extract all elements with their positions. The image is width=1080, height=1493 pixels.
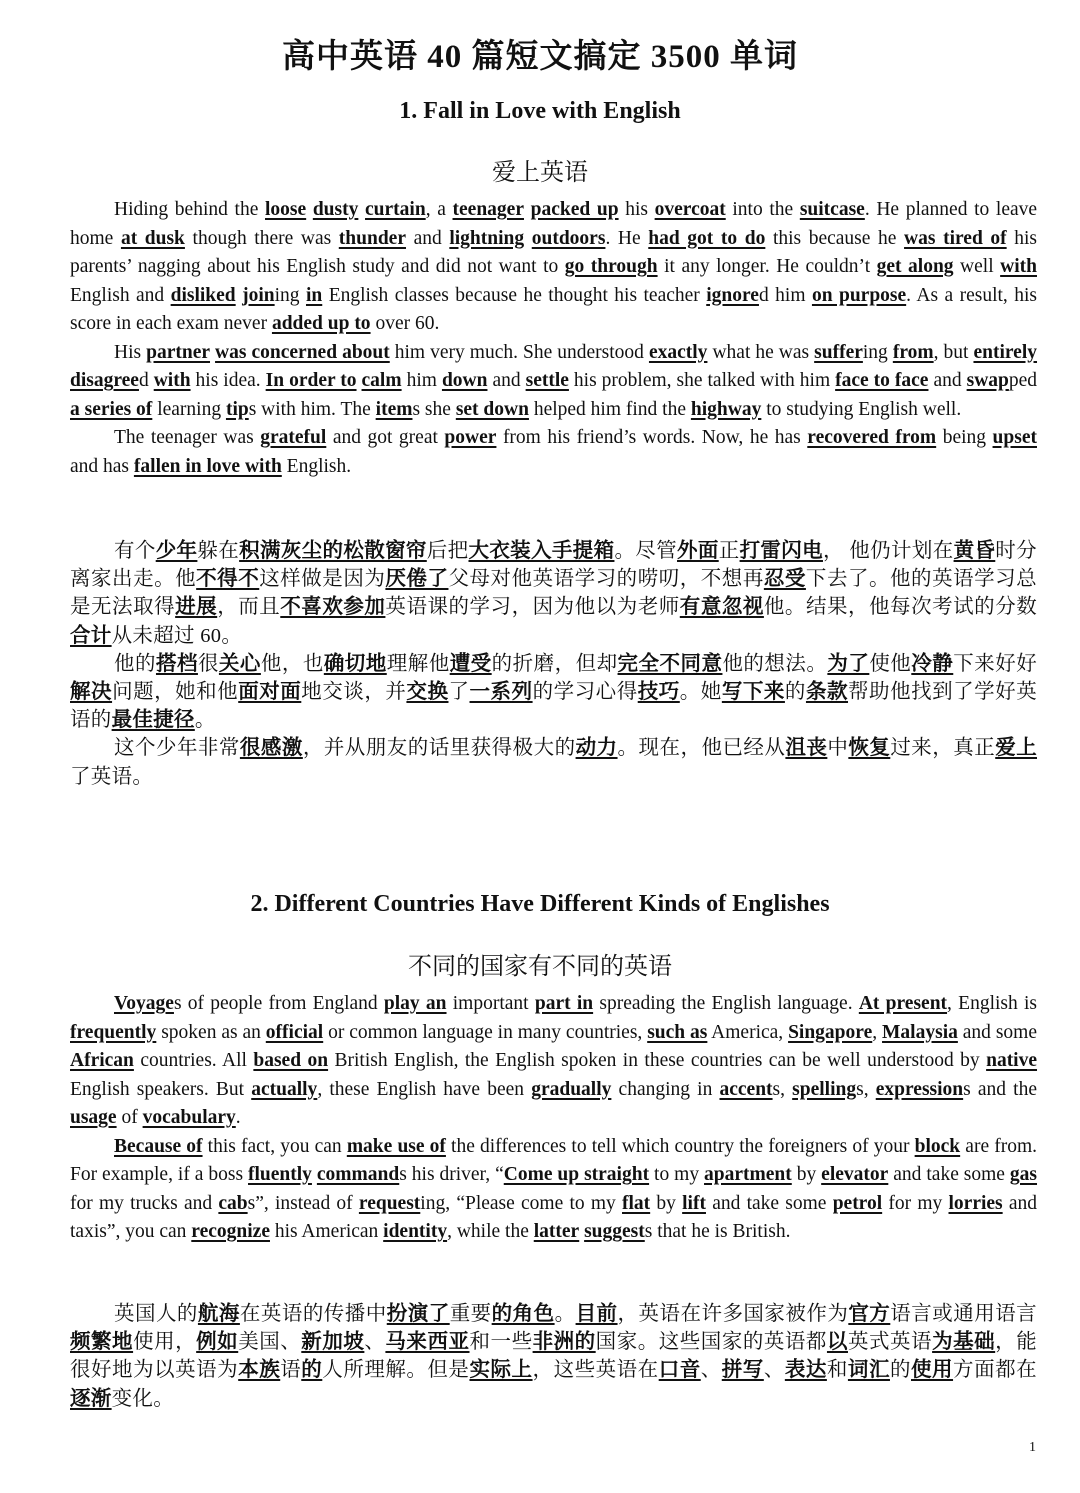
text-run: 使用，: [133, 1331, 197, 1354]
underlined-term: 目前: [575, 1303, 618, 1325]
text-run: 了英语。: [70, 765, 154, 788]
underlined-term: 逐渐: [70, 1387, 112, 1410]
text-run: his: [618, 199, 655, 220]
underlined-term: face to face: [835, 370, 929, 391]
paragraph: [70, 1300, 1037, 1413]
underlined-term: was concerned about: [215, 341, 390, 363]
text-run: 问题，她和他: [112, 681, 239, 704]
text-run: 和: [826, 1359, 848, 1382]
underlined-term: loose: [265, 199, 307, 220]
text-run: 重要: [449, 1303, 492, 1325]
text-run: important: [446, 993, 535, 1014]
underlined-term: 为了: [827, 652, 870, 675]
text-run: His: [114, 341, 147, 363]
text-run: , while the: [447, 1221, 534, 1242]
text-run: this fact, you can: [202, 1135, 347, 1157]
underlined-term: 新加坡: [301, 1331, 365, 1354]
underlined-term: 最佳捷径: [111, 709, 195, 732]
underlined-term: tip: [225, 398, 249, 420]
text-run: ，而且: [217, 596, 281, 619]
underlined-term: Because of: [114, 1135, 203, 1157]
underlined-term: 一系列: [469, 681, 533, 704]
underlined-term: 很感激: [239, 737, 303, 760]
text-run: 这个少年非常: [114, 737, 240, 760]
underlined-term: disagree: [70, 370, 139, 391]
underlined-term: grateful: [260, 427, 327, 448]
text-run: 这样做是因为: [259, 568, 386, 591]
text-run: 帮助他找到了学好英语的: [70, 681, 1038, 732]
text-run: 英国人的: [114, 1303, 198, 1325]
underlined-term: 的: [301, 1359, 323, 1382]
underlined-term: item: [375, 398, 413, 420]
text-run: into the: [725, 199, 800, 220]
text-run: English.: [281, 455, 352, 477]
text-run: s”, instead of: [247, 1192, 359, 1214]
underlined-term: overcoat: [654, 199, 726, 220]
text-run: The teenager was: [114, 427, 261, 448]
paragraph: [70, 537, 1037, 650]
underlined-term: outdoors: [531, 227, 606, 249]
underlined-term: 厌倦了: [385, 568, 449, 591]
text-run: 躲在: [197, 540, 240, 562]
underlined-term: 确切地: [323, 652, 387, 675]
text-run: what he was: [707, 341, 815, 363]
paragraph: [70, 650, 1037, 735]
text-run: 了: [448, 681, 470, 704]
text-run: the differences to tell which country the foreigners of your: [445, 1135, 915, 1157]
underlined-term: calm: [361, 370, 402, 391]
underlined-term: In order to: [265, 370, 357, 391]
underlined-term: 使用: [911, 1359, 954, 1382]
text-run: 理解他: [386, 652, 450, 675]
underlined-term: frequently: [70, 1021, 157, 1043]
underlined-term: official: [265, 1021, 324, 1043]
underlined-term: 外面: [677, 540, 719, 562]
underlined-term: Come up straight: [503, 1164, 650, 1185]
text-run: and: [928, 370, 967, 391]
underlined-term: added up to: [271, 313, 371, 334]
text-run: his parents’ nagging about his English study and did not want to: [70, 227, 1037, 277]
text-run: ing, “Please come to my: [420, 1192, 623, 1214]
underlined-term: Voyage: [114, 993, 174, 1014]
text-run: s,: [856, 1078, 876, 1100]
underlined-term: 忍受: [763, 568, 806, 591]
underlined-term: 动力: [575, 737, 618, 760]
underlined-term: 条款: [805, 681, 849, 704]
text-run: ，这些英语在: [532, 1359, 659, 1382]
underlined-term: 航海: [197, 1303, 240, 1325]
text-run: learning: [152, 398, 226, 420]
text-run: s with him. The: [248, 398, 376, 420]
text-run: for my trucks and: [70, 1192, 219, 1214]
text-run: 他，也: [260, 652, 324, 675]
text-run: and take some: [705, 1192, 833, 1214]
underlined-term: 黄昏: [953, 540, 996, 562]
underlined-term: 不得不: [196, 568, 260, 591]
text-run: 和一些: [469, 1331, 533, 1354]
document-title: 高中英语 40 篇短文搞定 3500 单词: [282, 39, 798, 75]
text-run: 使他: [869, 652, 912, 675]
underlined-term: Singapore: [788, 1021, 873, 1043]
text-run: s,: [772, 1078, 793, 1100]
underlined-term: apartment: [704, 1164, 792, 1185]
text-run: 很: [197, 652, 219, 675]
underlined-term: 打雷闪电: [739, 540, 823, 562]
underlined-term: go through: [564, 256, 658, 277]
underlined-term: in: [305, 284, 323, 306]
text-run: 英语课的学习，因为他以为老师: [385, 596, 680, 619]
underlined-term: curtain: [365, 199, 426, 220]
underlined-term: block: [914, 1135, 961, 1157]
underlined-term: 口音: [658, 1359, 701, 1382]
paragraph: [70, 196, 1037, 339]
underlined-term: such as: [647, 1021, 708, 1043]
text-run: 正: [718, 540, 740, 562]
underlined-term: command: [316, 1164, 400, 1185]
underlined-term: 进展: [175, 596, 218, 619]
underlined-term: 积满灰尘的松散窗帘: [239, 540, 427, 562]
text-run: to my: [649, 1164, 705, 1185]
text-run: 、: [364, 1331, 386, 1354]
text-run: s and the: [963, 1078, 1038, 1100]
underlined-term: get along: [876, 256, 954, 277]
underlined-term: gradually: [531, 1078, 612, 1100]
text-run: 的: [784, 681, 806, 704]
text-run: this because he: [765, 227, 905, 249]
underlined-term: settle: [525, 370, 569, 391]
text-run: 地交谈，并: [301, 681, 407, 704]
text-run: and some: [957, 1021, 1037, 1043]
underlined-term: expression: [875, 1078, 964, 1100]
text-run: 。她: [679, 681, 722, 704]
text-run: by: [650, 1192, 683, 1214]
text-run: [524, 228, 532, 249]
text-run: 、: [763, 1359, 785, 1382]
underlined-term: 搭档: [155, 652, 198, 675]
text-run: 他。结果，他每次考试的分数: [763, 596, 1038, 619]
text-run: 。: [194, 709, 216, 732]
text-run: 他的想法。: [722, 652, 828, 675]
underlined-term: 本族: [238, 1359, 281, 1382]
text-run: . He planned to leave home: [70, 199, 1038, 249]
paragraph: [70, 734, 1037, 790]
underlined-term: 表达: [784, 1359, 827, 1382]
paragraph: [70, 990, 1037, 1133]
text-run: being: [936, 427, 993, 448]
paragraph: [70, 1133, 1037, 1247]
underlined-term: 扮演了: [386, 1303, 450, 1325]
text-run: and has: [70, 455, 134, 477]
underlined-term: usage: [70, 1107, 117, 1128]
underlined-term: entirely: [973, 341, 1038, 363]
underlined-term: make use of: [346, 1135, 446, 1157]
text-run: 父母对他英语学习的唠叨，不想再: [448, 568, 764, 591]
text-run: are from. For example, if a boss: [70, 1135, 1038, 1185]
underlined-term: fluently: [248, 1164, 312, 1185]
underlined-term: suggest: [584, 1221, 645, 1242]
text-run: of: [116, 1107, 143, 1128]
text-run: 人所理解。但是: [322, 1359, 470, 1382]
text-run: helped him find the: [528, 398, 691, 420]
underlined-term: 的角色: [491, 1303, 555, 1325]
text-run: spoken as an: [156, 1021, 266, 1043]
text-run: well: [953, 256, 1001, 277]
underlined-term: Malaysia: [882, 1021, 958, 1043]
underlined-term: had got to do: [648, 227, 766, 249]
text-run: and taxis”, you can: [70, 1192, 1038, 1242]
underlined-term: spelling: [792, 1078, 857, 1100]
text-run: ，能很好地为以英语为: [70, 1331, 1037, 1382]
text-run: English speakers. But: [70, 1078, 252, 1100]
text-run: [524, 199, 531, 220]
text-run: 。尽管: [614, 540, 678, 562]
text-run: ing: [274, 284, 306, 306]
text-run: ing: [862, 341, 893, 363]
underlined-term: 非洲的: [532, 1331, 596, 1354]
text-run: . As a result, his score in each exam never: [70, 284, 1037, 334]
underlined-term: gas: [1009, 1164, 1038, 1185]
underlined-term: with: [153, 370, 191, 391]
text-run: 语言或通用语言: [890, 1303, 1037, 1325]
text-run: [306, 199, 313, 220]
text-run: British English, the English spoken in these countries can be well understood by: [328, 1050, 987, 1071]
text-run: his idea.: [190, 370, 266, 391]
text-run: countries. All: [133, 1050, 254, 1071]
text-run: 的: [889, 1359, 911, 1382]
section-2-english-text: [70, 990, 1037, 1247]
underlined-term: play an: [383, 993, 447, 1014]
text-run: over 60.: [370, 313, 440, 334]
underlined-term: 词汇: [847, 1359, 890, 1382]
text-run: him very much. She understood: [389, 341, 649, 363]
underlined-term: 面对面: [238, 681, 302, 704]
underlined-term: elevator: [821, 1164, 889, 1185]
underlined-term: on purpose: [811, 284, 907, 306]
text-run: 方面都在: [953, 1359, 1037, 1382]
underlined-term: petrol: [832, 1192, 883, 1214]
underlined-term: 完全不同意: [617, 652, 723, 675]
underlined-term: based on: [253, 1050, 329, 1071]
section-2-title: 2. Different Countries Have Different Kinds of Englishes: [250, 891, 830, 917]
underlined-term: 官方: [848, 1303, 891, 1325]
underlined-term: ignore: [706, 284, 759, 306]
text-run: 语: [280, 1359, 302, 1382]
underlined-term: 恢复: [848, 737, 891, 760]
text-run: 的折磨，但却: [491, 652, 618, 675]
underlined-term: identity: [383, 1221, 448, 1242]
text-run: 后把: [426, 540, 469, 562]
text-run: it any longer. He couldn’t: [657, 256, 877, 277]
text-run: 英式英语: [847, 1331, 933, 1354]
text-run: 从未超过 60。: [111, 624, 243, 647]
underlined-term: native: [986, 1050, 1038, 1071]
section-2-title-zh: 不同的国家有不同的英语: [408, 954, 672, 980]
underlined-term: lift: [682, 1192, 706, 1214]
text-run: and: [487, 370, 526, 391]
underlined-term: cab: [218, 1192, 248, 1214]
underlined-term: with: [1000, 256, 1037, 277]
text-run: 的学习心得: [532, 681, 638, 704]
text-run: by: [791, 1164, 822, 1185]
text-run: 。: [554, 1303, 576, 1325]
paragraph: [70, 339, 1037, 425]
text-run: English classes because he thought his teacher: [322, 284, 707, 306]
text-run: for my: [882, 1192, 949, 1214]
underlined-term: part in: [534, 993, 594, 1014]
underlined-term: was tired of: [904, 227, 1007, 249]
underlined-term: 马来西亚: [385, 1331, 470, 1354]
text-run: Hiding behind the: [114, 199, 265, 220]
text-run: and: [405, 227, 450, 249]
text-run: 。现在，他已经从: [617, 737, 786, 760]
text-run: 下去了。他的英语学习总是无法取得: [70, 568, 1037, 619]
underlined-term: 关心: [218, 652, 261, 675]
text-run: s his driver, “: [399, 1164, 504, 1185]
text-run: 美国、: [238, 1331, 302, 1354]
text-run: or common language in many countries,: [323, 1021, 648, 1043]
underlined-term: from: [892, 341, 934, 363]
section-1-english-text: [70, 196, 1037, 481]
underlined-term: 为基础: [932, 1331, 996, 1354]
text-run: 国家。这些国家的英语都: [595, 1331, 827, 1354]
underlined-term: 解决: [70, 681, 113, 704]
text-run: 在英语的传播中: [239, 1303, 387, 1325]
underlined-term: join: [242, 284, 275, 306]
underlined-term: 例如: [196, 1331, 239, 1354]
underlined-term: latter: [533, 1221, 580, 1242]
underlined-term: set down: [455, 398, 529, 420]
underlined-term: upset: [992, 427, 1037, 448]
text-run: s that he is British.: [644, 1221, 791, 1242]
underlined-term: 实际上: [469, 1359, 533, 1382]
text-run: . He: [605, 227, 649, 249]
text-run: to studying English well.: [761, 398, 962, 420]
underlined-term: accent: [719, 1078, 773, 1100]
underlined-term: request: [358, 1192, 421, 1214]
underlined-term: vocabulary: [142, 1107, 236, 1128]
underlined-term: 不喜欢参加: [280, 596, 386, 619]
text-run: his American: [269, 1221, 384, 1242]
text-run: English and: [70, 284, 171, 306]
underlined-term: 有意忽视: [679, 596, 764, 619]
text-run: spreading the English language.: [593, 993, 859, 1014]
text-run: , but: [933, 341, 974, 363]
underlined-term: suitcase: [799, 199, 865, 220]
underlined-term: 爱上: [995, 737, 1037, 760]
section-1-chinese-text: [70, 537, 1037, 791]
text-run: d: [138, 370, 154, 391]
text-run: ，并从朋友的话里获得极大的: [302, 737, 576, 760]
text-run: ， 他仍计划在: [822, 540, 954, 562]
underlined-term: lightning: [449, 227, 525, 249]
underlined-term: exactly: [648, 341, 708, 363]
underlined-term: recognize: [191, 1221, 270, 1242]
text-run: 有个: [114, 540, 156, 562]
section-1-title-zh: 爱上英语: [492, 160, 588, 186]
underlined-term: At present: [858, 993, 948, 1014]
underlined-term: 技巧: [637, 681, 680, 704]
underlined-term: 以: [826, 1331, 848, 1354]
underlined-term: packed up: [530, 199, 619, 220]
text-run: , these English have been: [317, 1078, 532, 1100]
underlined-term: actually: [251, 1078, 318, 1100]
text-run: though there was: [184, 227, 339, 249]
underlined-term: 遭受: [449, 652, 492, 675]
underlined-term: 写下来: [721, 681, 785, 704]
text-run: changing in: [611, 1078, 720, 1100]
text-run: 时分离家出走。他: [70, 540, 1037, 591]
underlined-term: 少年: [155, 540, 198, 562]
text-run: 中: [827, 737, 849, 760]
section-2-chinese-text: [70, 1300, 1037, 1413]
underlined-term: 大衣装入手提箱: [468, 540, 615, 562]
page-number: 1: [1029, 1440, 1036, 1455]
text-run: 变化。: [111, 1387, 175, 1410]
underlined-term: 沮丧: [785, 737, 828, 760]
underlined-term: at dusk: [120, 227, 185, 249]
text-run: his problem, she talked with him: [568, 370, 836, 391]
section-1-title: 1. Fall in Love with English: [399, 98, 681, 124]
text-run: 、: [700, 1359, 722, 1382]
text-run: ,: [872, 1021, 883, 1043]
underlined-term: lorries: [948, 1192, 1003, 1214]
underlined-term: flat: [622, 1192, 651, 1214]
text-run: and got great: [326, 427, 445, 448]
text-run: and take some: [888, 1164, 1010, 1185]
underlined-term: dusty: [312, 199, 359, 220]
underlined-term: 合计: [70, 624, 112, 647]
text-run: s of people from England: [173, 993, 384, 1014]
underlined-term: 频繁地: [70, 1331, 134, 1354]
paragraph: [70, 424, 1037, 481]
text-run: America,: [707, 1021, 789, 1043]
underlined-term: teenager: [452, 199, 524, 220]
underlined-term: suffer: [814, 341, 863, 363]
text-run: from his friend’s words. Now, he has: [496, 427, 808, 448]
text-run: s she: [412, 398, 456, 420]
underlined-term: 交换: [406, 681, 449, 704]
text-run: ped: [1008, 370, 1038, 391]
underlined-term: power: [444, 427, 497, 448]
underlined-term: 冷静: [911, 652, 954, 675]
text-run: , a: [425, 199, 453, 220]
text-run: .: [235, 1107, 241, 1128]
underlined-term: down: [441, 370, 488, 391]
underlined-term: highway: [690, 398, 762, 420]
text-run: ，英语在许多国家被作为: [617, 1303, 849, 1325]
text-run: , English is: [947, 993, 1038, 1014]
underlined-term: African: [70, 1050, 134, 1071]
underlined-term: disliked: [170, 284, 236, 306]
text-run: 他的: [114, 652, 156, 675]
underlined-term: a series of: [70, 398, 153, 420]
underlined-term: swap: [966, 370, 1009, 391]
underlined-term: recovered from: [807, 427, 937, 448]
underlined-term: 拼写: [721, 1359, 764, 1382]
text-run: 过来，真正: [890, 737, 996, 760]
underlined-term: partner: [146, 341, 211, 363]
underlined-term: fallen in love with: [133, 455, 282, 477]
text-run: him: [401, 370, 442, 391]
text-run: 下来好好: [953, 652, 1038, 675]
text-run: d him: [758, 284, 812, 306]
underlined-term: thunder: [338, 227, 406, 249]
